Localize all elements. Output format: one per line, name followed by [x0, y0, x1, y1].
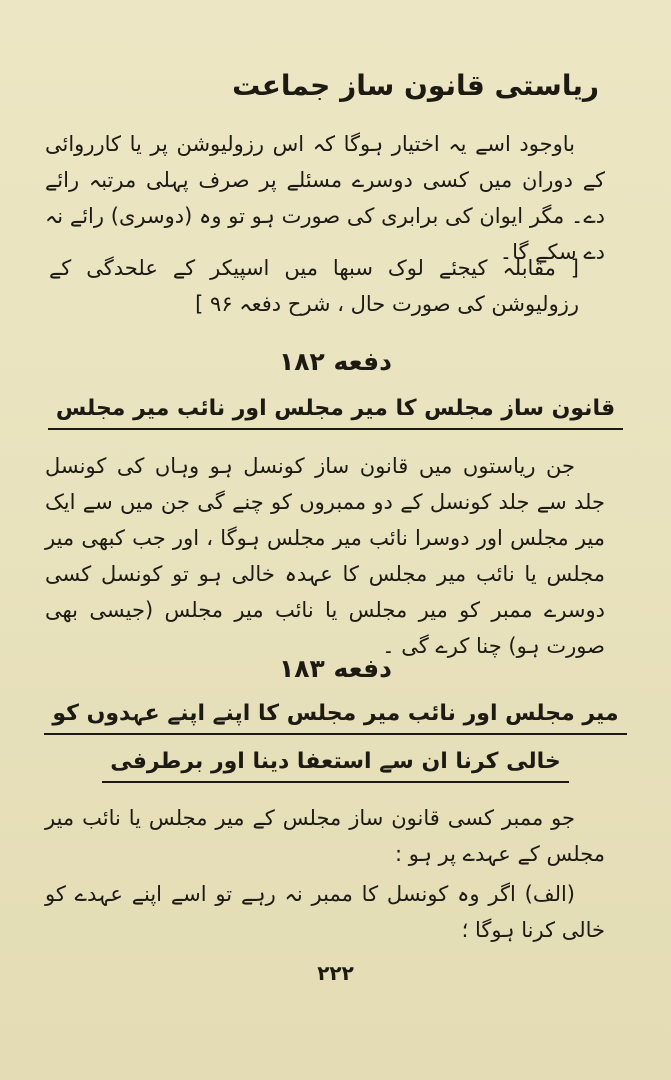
- section-title-183-line1-text: میر مجلس اور نائب میر مجلس کا اپنے اپنے عہدوں کو: [44, 698, 626, 735]
- section-title-183-line1: [0, 698, 671, 735]
- running-head: ریاستی قانون ساز جماعت: [232, 69, 599, 102]
- section-title-183-line2: [0, 746, 671, 783]
- section-title-182-text: قانون ساز مجلس کا میر مجلس اور نائب میر مجلس: [48, 393, 623, 430]
- paragraph-continuation: باوجود اسے یہ اختیار ہوگا کہ اس رزولیوشن پر یا کارروائی کے دوران میں کسی دوسرے مسئلے پر صرف پہلی مرتبہ رائے دے۔ مگر ایوان کی برابری کی صورت ہو تو وہ (دوسری) رائے نہ دے سکے گا۔: [45, 132, 605, 264]
- paragraph-section-183: جو ممبر کسی قانون ساز مجلس کے میر مجلس یا نائب میر مجلس کے عہدے پر ہو :: [45, 806, 605, 866]
- paragraph-comparison-note: [ مقابلہ کیجئے لوک سبھا میں اسپیکر کے علحدگی کے رزولیوشن کی صورت حال ، شرح دفعہ ۹۶ ]: [49, 256, 579, 316]
- section-title-183-line2-text: خالی کرنا ان سے استعفا دینا اور برطرفی: [102, 746, 568, 783]
- page-number: ۲۲۲: [317, 961, 354, 985]
- section-number-182: دفعه ۱۸۲: [279, 347, 392, 376]
- section-title-182: [0, 393, 671, 430]
- section-number-183: دفعه ۱۸۳: [279, 654, 392, 683]
- paragraph-section-182: جن ریاستوں میں قانون ساز کونسل ہو وہاں کی کونسل جلد سے جلد کونسل کے دو ممبروں کو چنے گی جن میں سے ایک میر مجلس اور دوسرا نائب میر مجلس ہوگا ، اور جب کبھی میر مجلس یا نائب میر مجلس کا عہدہ خالی ہو تو کونسل کسی دوسرے ممبر کو میر مجلس یا نائب میر مجلس (جیسی بھی صورت ہو) چنا کرے گی ۔: [45, 454, 605, 658]
- clause-alif: (الف) اگر وہ کونسل کا ممبر نہ رہے تو اسے اپنے عہدے کو خالی کرنا ہوگا ؛: [45, 882, 605, 942]
